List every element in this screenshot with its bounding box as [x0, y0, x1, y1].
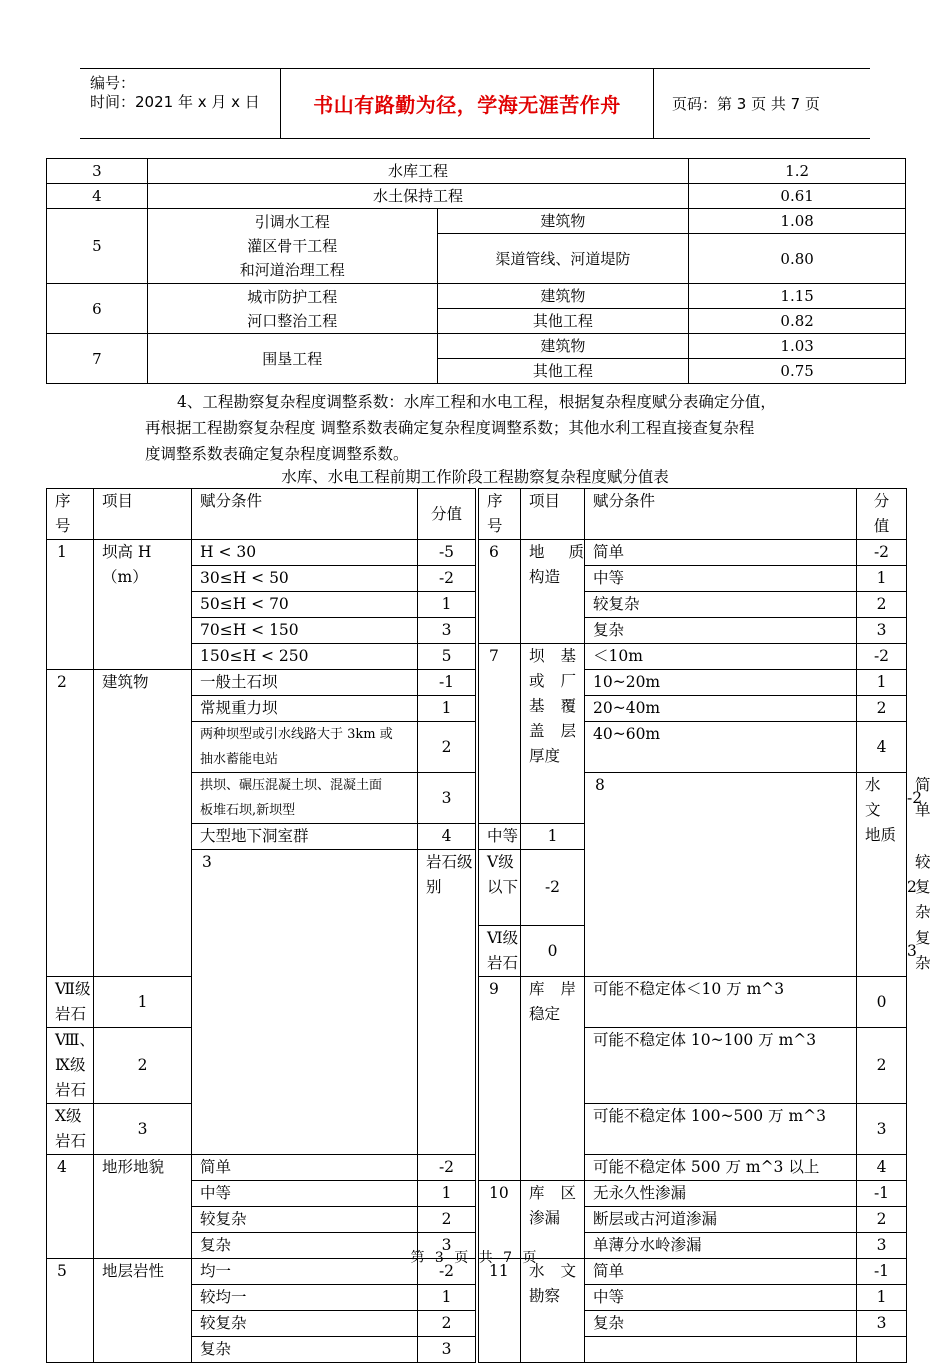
- condition: 70≤H < 150: [192, 618, 418, 644]
- group-item-line: 水 文: [529, 1262, 576, 1280]
- header-no-line: 序: [55, 492, 71, 510]
- group-no: 6: [479, 540, 521, 644]
- coefficient: 0.61: [689, 184, 906, 209]
- score: 3: [418, 773, 476, 824]
- group-no: 10: [479, 1181, 521, 1259]
- condition: 可能不稳定体 10~100 万 m^3: [585, 1028, 857, 1104]
- condition: 可能不稳定体 500 万 m^3 以上: [585, 1155, 857, 1181]
- table-row: Ⅵ级岩石 0 复杂 3: [47, 926, 907, 977]
- group-item-line: 基 覆: [529, 697, 576, 715]
- score: 3: [857, 1311, 907, 1337]
- page-label: 页码：第 3 页 共 7 页: [672, 95, 820, 113]
- project-name-line: 河口整治工程: [247, 311, 338, 330]
- table-row: [47, 284, 906, 309]
- condition: 简单: [585, 540, 857, 566]
- condition: 单薄分水岭渗漏: [585, 1233, 857, 1259]
- condition: [192, 722, 418, 773]
- project-name: 围垦工程: [147, 334, 437, 384]
- table-row: 拱坝、碾压混凝土坝、混凝土面 板堆石坝,新坝型 3 8 水 文 地质 简单 -2: [47, 773, 907, 824]
- score: -1: [857, 1181, 907, 1207]
- group-item-line: 地 质: [529, 543, 584, 561]
- group-item-line: 盖 层: [529, 722, 576, 740]
- condition: 中等: [192, 1181, 418, 1207]
- header-page-cell: [664, 69, 870, 138]
- group-item: 建筑物: [94, 670, 192, 977]
- project-name: [147, 284, 437, 334]
- header-motto-cell: [281, 69, 654, 138]
- group-item-line: 渗漏: [529, 1209, 561, 1227]
- group-no: 4: [47, 1155, 94, 1259]
- sub-type: 建筑物: [437, 334, 689, 359]
- group-no: 8: [585, 773, 857, 977]
- condition: 较复杂: [192, 1311, 418, 1337]
- score: -5: [418, 540, 476, 566]
- sub-type: 建筑物: [437, 284, 689, 309]
- header-no: [47, 489, 94, 540]
- row-no: 7: [47, 334, 148, 384]
- condition: 中等: [585, 566, 857, 592]
- group-item-line: 地质: [865, 826, 897, 844]
- condition: 均一: [192, 1259, 418, 1285]
- sub-type: 其他工程: [437, 359, 689, 384]
- score: 3: [857, 1233, 907, 1259]
- score: 5: [418, 644, 476, 670]
- score: 1: [521, 824, 585, 850]
- score: 1: [418, 1285, 476, 1311]
- row-no: 5: [47, 209, 148, 284]
- condition: 简单: [192, 1155, 418, 1181]
- score: 4: [418, 824, 476, 850]
- group-no: 11: [479, 1259, 521, 1363]
- score: -1: [418, 670, 476, 696]
- score: 1: [418, 1181, 476, 1207]
- group-item-line: 构造: [529, 568, 561, 586]
- score: 2: [418, 1311, 476, 1337]
- table-row: [47, 540, 907, 566]
- group-no: 1: [47, 540, 94, 670]
- project-name-line: 引调水工程: [254, 213, 330, 231]
- score: -2: [418, 1155, 476, 1181]
- score: 1: [418, 696, 476, 722]
- header-cond: 赋分条件: [585, 489, 857, 540]
- project-name-line: 和河道治理工程: [239, 261, 345, 279]
- header-no-line: 号: [55, 517, 71, 535]
- page-header: [80, 68, 870, 139]
- group-item: 地层岩性: [94, 1259, 192, 1363]
- group-item-line: 水 文: [865, 776, 881, 819]
- group-no: 3: [192, 850, 418, 1155]
- score: 2: [418, 722, 476, 773]
- condition: Ⅷ、Ⅸ级岩石: [47, 1028, 94, 1104]
- score: 4: [857, 722, 907, 773]
- table-header: [47, 489, 907, 540]
- paragraph: [145, 389, 825, 467]
- group-item-line: 厚度: [529, 747, 561, 765]
- header-no: [479, 489, 521, 540]
- group-item-line: 库 岸: [529, 980, 576, 998]
- group-item: 地形地貌: [94, 1155, 192, 1259]
- header-score-line: 分: [873, 492, 890, 510]
- condition: 复杂: [192, 1233, 418, 1259]
- score: 3: [418, 1337, 476, 1363]
- group-item-line: （m）: [102, 568, 148, 586]
- condition: 简单: [585, 1259, 857, 1285]
- condition: 30≤H < 50: [192, 566, 418, 592]
- condition: 复杂: [585, 1311, 857, 1337]
- coefficient: 1.08: [689, 209, 906, 234]
- group-item-line: 勘察: [529, 1287, 561, 1305]
- condition: 中等: [479, 824, 521, 850]
- project-name-line: 城市防护工程: [247, 287, 338, 306]
- project-name-line: 灌区骨干工程: [247, 237, 338, 255]
- score: 2: [857, 1207, 907, 1233]
- condition: 一般土石坝: [192, 670, 418, 696]
- score: 2: [857, 1028, 907, 1104]
- header-no-line: 序: [487, 492, 503, 510]
- score: 1: [857, 1285, 907, 1311]
- score: 2: [857, 696, 907, 722]
- paragraph-line: 度调整系数表确定复杂程度调整系数。: [145, 445, 409, 463]
- score: -2: [857, 644, 907, 670]
- row-no: 6: [47, 284, 148, 334]
- score: 1: [857, 566, 907, 592]
- project-name: 水库工程: [147, 159, 688, 184]
- header-no-line: 号: [487, 517, 503, 535]
- score: 3: [857, 618, 907, 644]
- score: -2: [418, 1259, 476, 1285]
- condition: 无永久性渗漏: [585, 1181, 857, 1207]
- condition: 50≤H < 70: [192, 592, 418, 618]
- score: -2: [418, 566, 476, 592]
- row-no: 4: [47, 184, 148, 209]
- sub-type: 建筑物: [437, 209, 689, 234]
- coefficient-table: [46, 158, 906, 384]
- condition: 较均一: [192, 1285, 418, 1311]
- header-score: 分值: [418, 489, 476, 540]
- group-no: 9: [479, 977, 521, 1181]
- coefficient: 1.2: [689, 159, 906, 184]
- motto: 书山有路勤为径，学海无涯苦作舟: [313, 93, 621, 117]
- header-score-line: 值: [873, 517, 890, 535]
- group-item-line: 或 厂: [529, 672, 576, 690]
- coefficient: 0.80: [689, 234, 906, 284]
- condition: 中等: [585, 1285, 857, 1311]
- table-row: [47, 184, 906, 209]
- condition: H < 30: [192, 540, 418, 566]
- score: 1: [857, 670, 907, 696]
- condition-line: 抽水蓄能电站: [200, 752, 279, 767]
- group-item: [521, 977, 585, 1181]
- condition: 可能不稳定体＜10 万 m^3: [585, 977, 857, 1028]
- score: 2: [94, 1028, 192, 1104]
- group-item-line: 库 区: [529, 1184, 576, 1202]
- condition: 较复杂: [585, 592, 857, 618]
- group-item-line: 坝 基: [529, 647, 576, 665]
- group-item-line: 坝高 H: [102, 543, 152, 561]
- condition: [192, 773, 418, 824]
- score: 0: [857, 977, 907, 1028]
- condition: 复杂: [192, 1337, 418, 1363]
- score: 2: [418, 1207, 476, 1233]
- group-item-line: 稳定: [529, 1005, 561, 1023]
- group-item: [521, 1259, 585, 1363]
- paragraph-line: 4、工程勘察复杂程度调整系数：水库工程和水电工程，根据复杂程度赋分表确定分值，: [177, 393, 776, 411]
- coefficient: 1.03: [689, 334, 906, 359]
- condition: Ⅵ级岩石: [479, 926, 521, 977]
- score: 1: [418, 592, 476, 618]
- score: -2: [521, 850, 585, 926]
- group-item: 岩石级别: [418, 850, 476, 1155]
- condition: 可能不稳定体 100~500 万 m^3: [585, 1104, 857, 1155]
- table-row: 3 岩石级别 Ⅴ级以下 -2 较复杂 2: [47, 850, 907, 926]
- condition: 较复杂: [192, 1207, 418, 1233]
- coefficient: 1.15: [689, 284, 906, 309]
- table-row: [47, 209, 906, 234]
- condition: 10~20m: [585, 670, 857, 696]
- header-meta: [80, 69, 281, 138]
- paragraph-line: 再根据工程勘察复杂程度 调整系数表确定复杂程度调整系数；其他水利工程直接查复杂程: [145, 419, 755, 437]
- table-caption: 水库、水电工程前期工作阶段工程勘察复杂程度赋分值表: [281, 468, 669, 486]
- score: -2: [857, 540, 907, 566]
- condition-line: 板堆石坝,新坝型: [200, 803, 296, 818]
- group-no: 7: [479, 644, 521, 824]
- header-item: 项目: [521, 489, 585, 540]
- group-no: 5: [47, 1259, 94, 1363]
- condition: Ⅴ级以下: [479, 850, 521, 926]
- condition: 150≤H < 250: [192, 644, 418, 670]
- coefficient: 0.75: [689, 359, 906, 384]
- condition-empty: [585, 1337, 857, 1363]
- score: 3: [94, 1104, 192, 1155]
- score: 0: [521, 926, 585, 977]
- condition: 常规重力坝: [192, 696, 418, 722]
- score: 3: [857, 1104, 907, 1155]
- header-item: 项目: [94, 489, 192, 540]
- group-item: [857, 773, 907, 977]
- condition: 20~40m: [585, 696, 857, 722]
- condition: ＜10m: [585, 644, 857, 670]
- project-name: [147, 209, 437, 284]
- score: 3: [418, 1233, 476, 1259]
- time-label: 时间：2021 年 x 月 x 日: [90, 93, 260, 111]
- score: 4: [857, 1155, 907, 1181]
- table-row: [47, 334, 906, 359]
- header-cond: 赋分条件: [192, 489, 418, 540]
- condition-line: 两种坝型或引水线路大于 3km 或: [200, 727, 393, 742]
- coefficient: 0.82: [689, 309, 906, 334]
- condition: 大型地下洞室群: [192, 824, 418, 850]
- row-no: 3: [47, 159, 148, 184]
- condition-line: 拱坝、碾压混凝土坝、混凝土面: [200, 778, 383, 793]
- score: 2: [857, 592, 907, 618]
- table-row: [47, 159, 906, 184]
- page-footer: 第 3 页 共 7 页: [410, 1250, 540, 1266]
- score: 1: [94, 977, 192, 1028]
- condition: Ⅹ级岩石: [47, 1104, 94, 1155]
- code-label: 编号：: [90, 74, 136, 92]
- score-table: [46, 488, 931, 1363]
- condition: 复杂: [585, 618, 857, 644]
- group-no: 2: [47, 670, 94, 977]
- sub-type: 渠道管线、河道堤防: [437, 234, 689, 284]
- sub-type: 其他工程: [437, 309, 689, 334]
- score-empty: [857, 1337, 907, 1363]
- group-item: [521, 540, 585, 644]
- condition: 断层或古河道渗漏: [585, 1207, 857, 1233]
- project-name: 水土保持工程: [147, 184, 688, 209]
- group-item: [94, 540, 192, 670]
- header-score: [857, 489, 907, 540]
- score: 3: [418, 618, 476, 644]
- condition: Ⅶ级岩石: [47, 977, 94, 1028]
- group-item: [521, 644, 585, 824]
- condition: 40~60m: [585, 722, 857, 773]
- score: -1: [857, 1259, 907, 1285]
